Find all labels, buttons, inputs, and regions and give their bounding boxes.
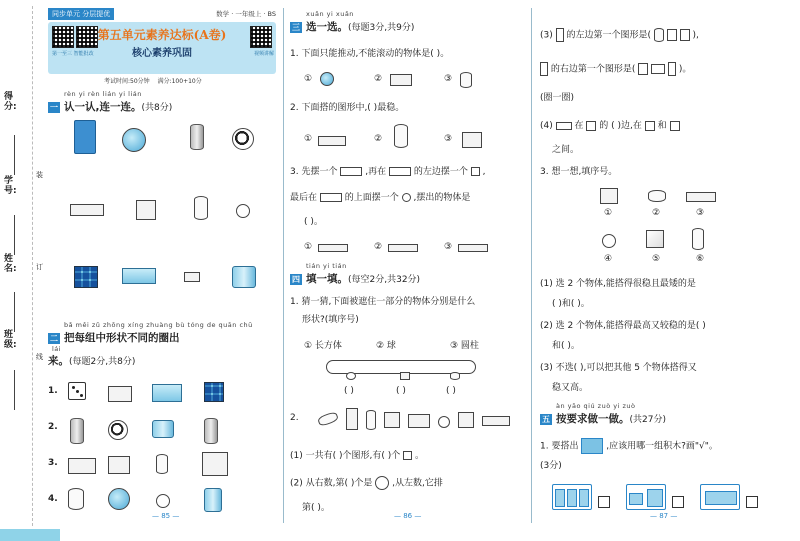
exam-info: [104, 76, 244, 86]
block-set-option[interactable]: [626, 484, 666, 510]
question-4-2-1: [290, 450, 522, 462]
section-pinyin: bǎ měi zǔ zhōng xíng zhuàng bù tóng de quān chū: [64, 321, 253, 329]
name-blank: [14, 292, 15, 332]
carton-picture[interactable]: [202, 452, 228, 476]
block-set-option[interactable]: [552, 484, 592, 510]
page-number: — 85 —: [152, 512, 180, 520]
tick-box[interactable]: [746, 496, 758, 508]
subject-label: 数学 · 一年级上 · BS: [216, 10, 276, 18]
exam-time: 考试时间:50分钟: [104, 78, 150, 85]
exam-score: 满分:100+10分: [157, 78, 202, 85]
hidden-objects-picture: [290, 360, 522, 382]
tissue-box-picture[interactable]: [68, 458, 96, 474]
section-title-text: 按要求做一做。: [556, 413, 630, 425]
cube-icon: [670, 121, 680, 131]
question-4-3-3: (3) 不选( ),可以把其他 5 个物体搭得又: [540, 363, 697, 373]
section-1-title: [48, 99, 172, 114]
question-4-2-4-cont: 之间。: [552, 145, 580, 155]
question-3-1: 1. 下面只能推动,不能滚动的物体是( )。: [290, 49, 450, 59]
option-label[interactable]: ①: [304, 134, 313, 144]
section-pinyin: tián yi tián: [306, 262, 347, 270]
box-picture[interactable]: [108, 386, 132, 402]
option-label[interactable]: ③: [444, 134, 453, 144]
name-label: 姓名:: [4, 254, 17, 274]
option-label[interactable]: ①: [304, 74, 313, 84]
score-blank: [14, 135, 15, 175]
q-text: (2) 从右数,第( )个是: [290, 478, 373, 489]
object-label: ④: [604, 254, 613, 264]
side-mark-1: 装: [36, 171, 43, 179]
target-model-icon: [581, 438, 603, 454]
cuboid-icon: [320, 193, 342, 202]
exam-header: [48, 8, 276, 86]
cube-icon: [586, 121, 596, 131]
cylinder-shape[interactable]: [194, 196, 208, 220]
cylinder-picture[interactable]: [460, 72, 472, 88]
shape-sequence: [384, 412, 400, 428]
answer-blank[interactable]: ( ): [396, 386, 406, 396]
circle-icon: [402, 193, 411, 202]
shape-sequence: [346, 408, 358, 430]
shape-sequence: [482, 416, 510, 426]
row-number: 2.: [48, 422, 58, 432]
section-number: 一: [50, 102, 58, 112]
cube-shape[interactable]: [136, 200, 156, 220]
can-picture[interactable]: [190, 124, 204, 150]
object-label: ③: [696, 208, 705, 218]
side-mark-2: 订: [36, 263, 43, 271]
question-3-3: [290, 166, 522, 178]
cuboid-icon: [556, 28, 564, 42]
answer-blank[interactable]: ( ): [446, 386, 456, 396]
section-number: 三: [292, 22, 300, 32]
option-cuboid[interactable]: [680, 29, 690, 41]
student-id-blank: [14, 215, 15, 255]
option-label[interactable]: ②: [374, 74, 383, 84]
question-4-2-4: [540, 120, 786, 132]
soccer-ball-picture[interactable]: [232, 128, 254, 150]
cube-icon: [403, 451, 412, 460]
rubik-cube-picture[interactable]: [74, 266, 98, 288]
qr-caption: 第一至三 智能批改: [52, 51, 94, 57]
question-points: (3分): [540, 461, 562, 471]
object-2: [648, 190, 666, 202]
answer-blank[interactable]: ( )边,在: [611, 121, 642, 131]
pack-picture[interactable]: [152, 384, 182, 402]
section-title-text: 来。: [48, 355, 69, 367]
object-6: [692, 228, 704, 250]
section-number: 四: [292, 274, 300, 284]
hidden-object: [346, 372, 356, 380]
ball-picture[interactable]: [320, 72, 334, 86]
option-label[interactable]: ②: [374, 242, 383, 252]
q-text: 最后在: [290, 193, 318, 203]
answer-blank[interactable]: ( ): [344, 386, 354, 396]
dice-picture[interactable]: [68, 382, 86, 400]
object-3: [686, 192, 716, 202]
question-4-2-3-cont: [540, 62, 786, 76]
object-4: [602, 234, 616, 248]
q-text: 的左边第一个图形是(: [566, 30, 652, 41]
arrangement-picture[interactable]: [318, 244, 348, 252]
option-label[interactable]: ①: [304, 242, 313, 252]
q-text: (3): [540, 30, 553, 41]
answer-blank[interactable]: ( )。: [304, 217, 323, 227]
q-text: ,: [482, 167, 486, 177]
section-number: 二: [50, 333, 58, 343]
option-ball: ② 球: [376, 341, 396, 351]
cuboid-icon: [556, 122, 572, 130]
class-blank: [14, 370, 15, 410]
question-4-2-2: [290, 476, 522, 490]
milk-box-picture[interactable]: [122, 268, 156, 284]
jar-picture[interactable]: [70, 418, 84, 444]
q-text: ,从左数,它排: [392, 478, 443, 489]
q-text: 的: [599, 121, 609, 131]
section-points: (共27分): [629, 415, 666, 425]
soccer-ball-picture[interactable]: [108, 420, 128, 440]
object-label: ⑤: [652, 254, 661, 264]
q-text: 的左边摆一个: [413, 167, 468, 177]
row-number: 1.: [48, 386, 58, 396]
q-text: (1) 一共有( )个图形,有( )个: [290, 451, 401, 461]
shape-sequence: [317, 411, 339, 427]
cuboid-icon: [540, 62, 548, 76]
option-cylinder[interactable]: [654, 28, 664, 42]
page-87: [540, 8, 786, 524]
section-pinyin: àn yāo qiú zuò yi zuò: [556, 402, 636, 410]
hidden-object: [400, 372, 410, 380]
battery-picture[interactable]: [204, 418, 218, 444]
section-title-text: 选一选。: [306, 21, 348, 33]
shape-sequence: [366, 410, 376, 430]
arrangement-picture[interactable]: [388, 244, 418, 252]
section-2-title-cont: [48, 353, 135, 368]
question-4-1-cont: 形状?(填序号): [302, 315, 359, 325]
q-text: ),: [692, 30, 699, 41]
hidden-object: [450, 372, 460, 380]
question-4-2-2-cont[interactable]: 第( )。: [302, 503, 330, 513]
column-divider: [531, 8, 532, 523]
object-1: [600, 188, 618, 204]
q-text: )。: [678, 64, 692, 75]
drop-picture[interactable]: [156, 454, 168, 474]
q-text: ,应该用哪一组积木?画"√"。: [606, 441, 718, 452]
section-pinyin: lái: [52, 345, 62, 353]
stack-picture[interactable]: [318, 136, 346, 146]
student-id-label: 学号:: [4, 176, 17, 196]
section-points: (每空2分,共32分): [348, 275, 421, 285]
page-85: [48, 8, 276, 524]
small-box-picture[interactable]: [184, 272, 200, 282]
question-4-2-3: [540, 28, 786, 42]
q-text: 的上面摆一个: [344, 193, 399, 203]
exam-title: 第五单元素养达标(A卷): [97, 28, 227, 42]
section-number: 五: [542, 414, 550, 424]
question-5-1: [540, 438, 786, 454]
page-number: — 87 —: [650, 512, 678, 520]
question-4-3: 3. 想一想,填序号。: [540, 167, 618, 177]
page-bleed: [0, 529, 60, 541]
section-points: (每题3分,共9分): [348, 23, 415, 33]
question-4-2: 2.: [290, 413, 299, 423]
option-cylinder: ③ 圆柱: [450, 341, 479, 351]
yarn-ball-picture[interactable]: [108, 488, 130, 510]
section-pinyin: xuǎn yi xuǎn: [306, 10, 354, 18]
section-2-title: [48, 330, 180, 345]
question-4-3-2-cont[interactable]: 和( )。: [552, 341, 580, 351]
ball-picture[interactable]: [156, 494, 170, 508]
shape-sequence: [458, 412, 474, 428]
roll-picture[interactable]: [152, 420, 174, 438]
cup-picture[interactable]: [68, 488, 84, 510]
section-points: (每题2分,共8分): [69, 357, 136, 367]
rubik-cube-picture[interactable]: [204, 382, 224, 402]
question-4-3-1-cont[interactable]: ( )和( )。: [552, 299, 590, 309]
qr-caption: 视频讲解: [253, 51, 274, 57]
ball-picture[interactable]: [122, 128, 146, 152]
section-title-text: 填一填。: [306, 273, 348, 285]
sphere-shape[interactable]: [236, 204, 250, 218]
q-text: 1. 要搭出: [540, 441, 579, 452]
tick-box[interactable]: [672, 496, 684, 508]
cube-icon: [645, 121, 655, 131]
cuboid-icon: [340, 167, 362, 176]
box-picture[interactable]: [108, 456, 130, 474]
stack-picture[interactable]: [394, 124, 408, 148]
score-label: 得分:: [4, 92, 17, 112]
series-tag: 同步单元 分层提优: [48, 8, 114, 20]
tick-box[interactable]: [598, 496, 610, 508]
title-banner: [48, 22, 276, 74]
option-cube[interactable]: [667, 29, 677, 41]
object-label: ①: [604, 208, 613, 218]
block-set-option[interactable]: [700, 484, 740, 510]
object-label: ②: [652, 208, 661, 218]
question-3-3-cont: [290, 192, 522, 204]
shape-sequence: [408, 414, 430, 428]
q-text: ,摆出的物体是: [413, 193, 471, 203]
section-title-text: 把每组中形状不同的圈出: [64, 332, 180, 344]
option-cuboid: ① 长方体: [304, 341, 342, 351]
q-text: 的右边第一个图形是(: [550, 64, 636, 75]
option-label[interactable]: ③: [444, 74, 453, 84]
row-number: 4.: [48, 494, 58, 504]
exam-subtitle: 核心素养巩固: [132, 48, 192, 59]
page-86: [290, 8, 522, 524]
tape-picture[interactable]: [232, 266, 256, 288]
section-3-title: [290, 19, 414, 34]
arrangement-picture[interactable]: [458, 244, 488, 252]
q-text: 和: [657, 121, 667, 131]
shape-sequence: [438, 416, 450, 428]
section-5-title: [540, 411, 666, 426]
section-points: (共8分): [141, 103, 173, 113]
cuboid-icon: [389, 167, 411, 176]
column-divider: [283, 8, 284, 523]
bottle-picture[interactable]: [204, 488, 222, 512]
option-cuboid[interactable]: [651, 64, 665, 74]
option-cuboid[interactable]: [668, 62, 676, 76]
q-text: 。: [415, 451, 425, 461]
object-label: ⑥: [696, 254, 705, 264]
stack-picture[interactable]: [462, 132, 482, 148]
cube-icon: [471, 167, 480, 176]
section-title-text: 认一认,连一连。: [64, 101, 142, 113]
section-pinyin: rèn yi rèn lián yi lián: [64, 90, 142, 98]
option-label[interactable]: ③: [444, 242, 453, 252]
cut-line: [32, 6, 33, 526]
question-4-3-1: (1) 选 2 个物体,能搭得很稳且最矮的是: [540, 279, 696, 289]
fridge-picture[interactable]: [74, 120, 96, 154]
question-4-3-3-cont: 稳又高。: [552, 383, 589, 393]
question-4-3-2: (2) 选 2 个物体,能搭得最高又较稳的是( ): [540, 321, 706, 331]
cuboid-shape[interactable]: [70, 204, 104, 216]
option-label[interactable]: ②: [374, 134, 383, 144]
option-cube[interactable]: [638, 63, 648, 75]
q-text: 3. 先摆一个: [290, 167, 338, 177]
page-number: — 86 —: [394, 512, 422, 520]
question-3-2: 2. 下面搭的图形中,( )最稳。: [290, 103, 405, 113]
q-text: (4): [540, 121, 553, 131]
q-text: 在: [574, 121, 584, 131]
question-4-1: 1. 猜一猜,下面被遮住一部分的物体分别是什么: [290, 297, 476, 307]
side-mark-3: 线: [36, 353, 43, 361]
instruction-circle: (圈一圈): [540, 93, 575, 103]
box-picture[interactable]: [390, 74, 412, 86]
section-4-title: [290, 271, 420, 286]
row-number: 3.: [48, 458, 58, 468]
sphere-icon: [375, 476, 389, 490]
q-text: ,再在: [365, 167, 387, 177]
object-5: [646, 230, 664, 248]
binding-margin: [0, 0, 44, 541]
class-label: 班级:: [4, 330, 17, 350]
